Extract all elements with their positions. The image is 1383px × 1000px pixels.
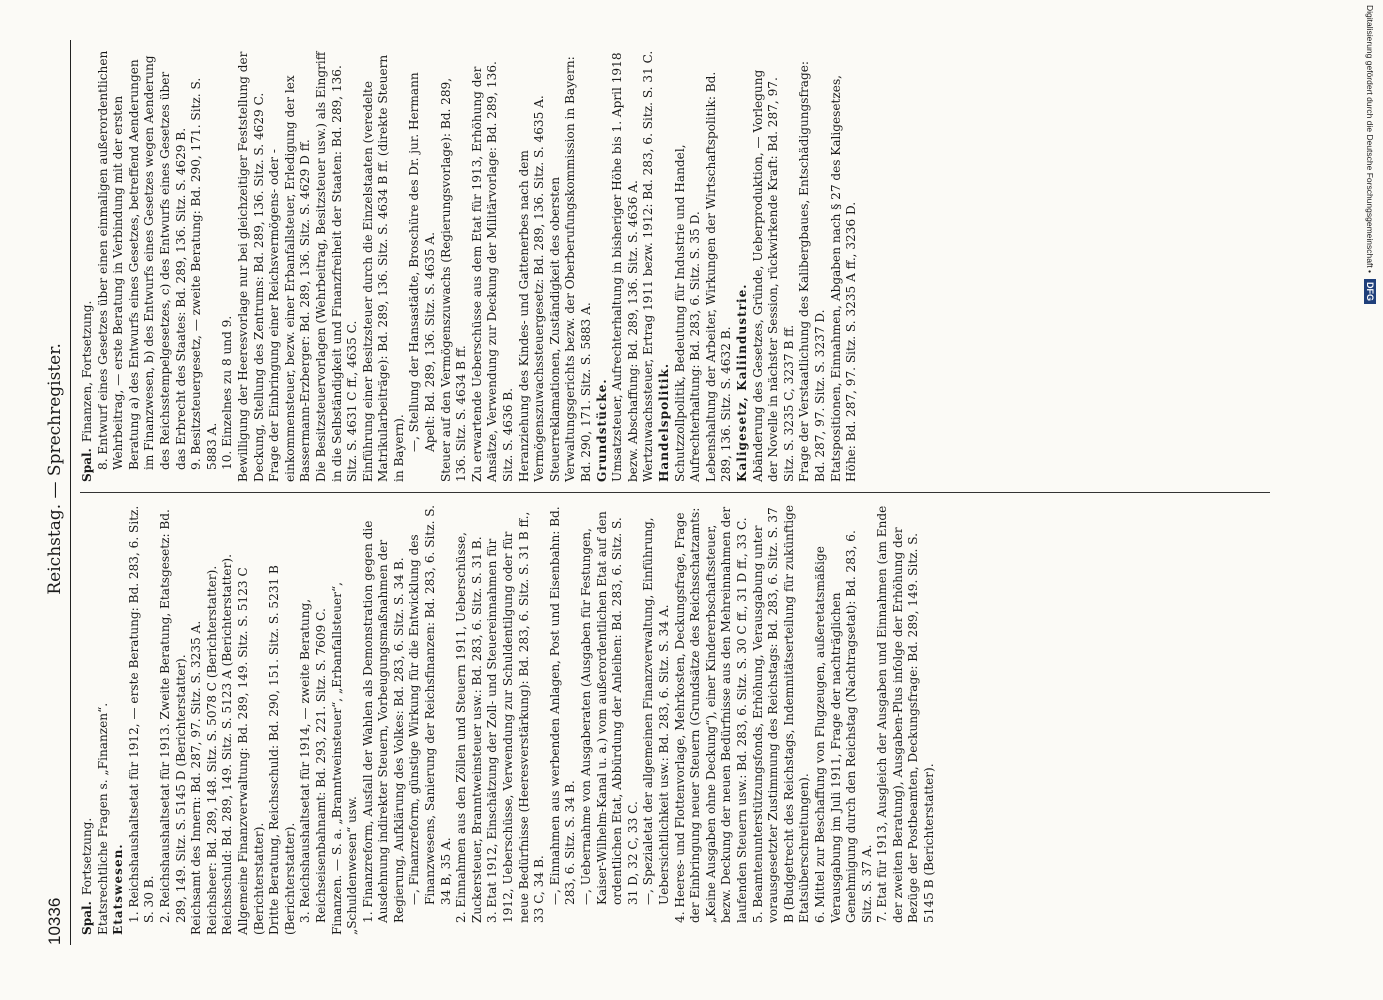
entry-line — [579, 503, 641, 935]
entry-text: Etatspositionen, Einnahmen, Abgaben nach § 27 des Kaligesetzes, Höhe: Bd. 287, 97. Sitz. S. 3235 A ff., 3236 D. — [828, 75, 859, 482]
entry-text: Schutzzollpolitik, Bedeutung für Industrie und Handel, Aufrechterhaltung: Bd. 283, 6. Sitz. S. 35 D. — [672, 144, 703, 482]
entry-line — [158, 503, 189, 935]
entry-line — [517, 50, 548, 482]
entry-line — [96, 503, 112, 935]
entry-line — [875, 503, 937, 935]
dfg-credit — [1361, 5, 1379, 995]
entry-line — [236, 50, 267, 482]
entry-text: Reichsamt des Innern: Bd. 287, 97. Sitz. S. 3235 A. — [189, 620, 204, 935]
entry-text: 4. Heeres- und Flottenvorlage, Mehrkosten, Deckungsfrage, Frage der Einbringung neuer Steuern (Grundsätze des Reichsschatzamts: „Keine Ausgaben ohne Deckung“), einer Kindererbschaftssteuer, bezw. Deckung der neuen Bedürfnisse aus den Mehreinnahmen der laufenden Steuern usw.: Bd. 283, 6. Sitz. S. 30 C ff., 31 D ff., 33 C. — [672, 506, 749, 923]
entry-text: —, Finanzreform, günstige Wirkung für die Entwicklung des Finanzwesens, Sanierung der Reichsfinanzen: Bd. 283, 6. Sitz. S. 34 B, 35 A. — [407, 505, 453, 905]
left-column — [80, 492, 1270, 945]
entry-line — [407, 50, 438, 482]
entry-line — [610, 50, 641, 482]
entry-text: 2. Reichshaushaltsetat für 1913. Zweite Beratung, Etatsgesetz: Bd. 289, 149. Sitz. S. 5145 D (Berichterstatter). — [157, 509, 188, 923]
entry-text: Heranziehung des Kindes- und Gattenerbes nach dem Vermögenszuwachssteuergesetz: Bd. 289, 136. Sitz. S. 4635 A. — [516, 95, 547, 482]
page-number: 10336 — [45, 897, 64, 945]
entry-text: 2. Einnahmen aus den Zöllen und Steuern 1911, Ueberschüsse, Zuckersteuer, Branntweinsteuer usw.: Bd. 283, 6. Sitz. S. 31 B. — [454, 532, 484, 923]
entry-line — [111, 503, 127, 935]
entry-text: —, Einnahmen aus werbenden Anlagen, Post und Eisenbahn: Bd. 283, 6. Sitz. S. 34 B. — [547, 506, 578, 905]
entry-line — [439, 50, 470, 482]
entry-text: Bewilligung der Heeresvorlage nur bei gleichzeitiger Feststellung der Deckung, Stellung des Zentrums: Bd. 289, 136. Sitz. S. 4629 C. — [235, 51, 266, 482]
entry-line — [407, 503, 454, 935]
entry-line — [657, 50, 673, 482]
entry-text: Etatsrechtliche Fragen s. „Finanzen“. — [95, 702, 110, 935]
entry-line — [548, 503, 579, 935]
entry-line — [829, 50, 860, 482]
entry-line — [220, 503, 236, 935]
entry-line — [673, 50, 704, 482]
entry-line — [595, 50, 611, 482]
entry-line — [751, 503, 813, 935]
entry-line — [330, 503, 361, 935]
entry-line — [641, 503, 672, 935]
dfg-credit-text: Digitalisierung gefördert durch die Deutsche Forschungsgemeinschaft • — [1365, 5, 1375, 274]
entry-text: Finanzen, Fortsetzung. — [80, 300, 94, 443]
right-column — [80, 40, 1270, 492]
entry-text: Reichsheer: Bd. 289, 148. Sitz. S. 5078 C (Berichterstatter). — [204, 565, 219, 935]
entry-text: —, Uebernahme von Ausgaberaten (Ausgaben für Festungen, Kaiser-Wilhelm-Kanal u. a.) vom außerordentlichen Etat auf den ordentlichen Etat, Abbürdung der Anleihen: Bd. 283, 6. Sitz. S. 31 D, 32 C, 33 C. — [579, 511, 640, 905]
entry-text: Frage der Verstaatlichung des Kalibergbaues, Entschädigungsfrage: Bd. 287, 97. Sitz. S. 3237 D. — [797, 61, 827, 482]
page-header — [40, 40, 71, 945]
entry-line — [470, 50, 517, 482]
entry-line — [485, 503, 547, 935]
entry-text: 3. Reichshaushaltsetat für 1914, — zweite Beratung, Reichseisenbahnamt: Bd. 293, 221. Sitz. S. 7609 C. — [298, 598, 328, 923]
entry-line — [813, 503, 875, 935]
entry-text: 9. Besitzsteuergesetz, — zweite Beratung: Bd. 290, 171. Sitz. S. 5883 A. — [189, 77, 219, 470]
entry-line — [673, 503, 751, 935]
column-label: Spal. — [80, 901, 94, 935]
entry-line — [454, 503, 485, 935]
entry-text: 7. Etat für 1913, Ausgleich der Ausgaben und Einnahmen (am Ende der zweiten Beratung), Ausgaben-Plus infolge der Erhöhung der Bezüge der Postbeamten, Deckungsfrage: Bd. 289, 149. Sitz. S. 5145 B (Berichterstatter). — [875, 505, 937, 923]
entry-line — [220, 50, 236, 482]
two-column-body — [80, 40, 1270, 945]
entry-text: 1. Finanzreform, Ausfall der Wahlen als Demonstration gegen die Ausdehnung indirekter Steuern, Vorbeugungsmaßnahmen der Regierung, Aufklärung des Volkes: Bd. 283, 6. Sitz. S. 34 B. — [360, 520, 406, 923]
entry-text: 10. Einzelnes zu 8 und 9. — [220, 315, 235, 470]
entry-text: Handelspolitik. — [656, 362, 671, 482]
entry-text: —, Spezialetat der allgemeinen Finanzverwaltung, Einführung, Uebersichtlichkeit usw.: Bd. 283, 6. Sitz. S. 34 A. — [641, 517, 671, 905]
entry-text: Die Besitzsteuervorlagen (Wehrbeitrag, Besitzsteuer usw.) als Eingriff in die Selbständigkeit und Finanzfreiheit der Staaten: Bd. 289, 136. Sitz. S. 4631 C ff., 4635 C. — [313, 51, 360, 482]
entry-text: 3. Etat 1912, Einschätzung der Zoll- und Steuereinnahmen für 1912, Ueberschüsse, Verwendung zur Schuldentilgung oder für neue Bedürfnisse (Heeresverstärkung): Bd. 283, 6. Sitz. S. 31 B ff., 33 C, 34 B. — [485, 511, 547, 923]
entry-text: —, Stellung der Hansastädte, Broschüre des Dr. jur. Hermann Apelt: Bd. 289, 136. Sitz. S. 4635 A. — [407, 72, 438, 452]
entry-line — [361, 503, 408, 935]
entry-line — [189, 50, 220, 482]
entry-text: Lebenshaltung der Arbeiter, Wirkungen der Wirtschaftspolitik: Bd. 289, 136. Sitz. S. 4632 B. — [703, 71, 734, 482]
entry-text: 6. Mittel zur Beschaffung von Flugzeugen, außeretatsmäßige Verausgabung im Juli 1911, Frage der nachträglichen Genehmigung durch den Reichstag (Nachtragsetat): Bd. 283, 6. Sitz. S. 37 A. — [812, 530, 874, 923]
entry-text: Umsatzsteuer, Aufrechterhaltung in bisheriger Höhe bis 1. April 1918 bezw. Abschaffung: Bd. 289, 136. Sitz. S. 4636 A. — [610, 52, 640, 482]
entry-text: Allgemeine Finanzverwaltung: Bd. 289, 149. Sitz. S. 5123 C (Berichterstatter). — [235, 567, 266, 935]
entry-text: Etatswesen. — [111, 843, 126, 935]
entry-text: Frage der Einbringung einer Reichsvermögens- oder -einkommensteuer, bezw. einer Erbanfallsteuer, Erledigung der lex Bassermann-Erzberger: Bd. 289, 136. Sitz. S. 4629 D ff. — [267, 75, 313, 482]
entry-text: Grundstücke. — [594, 378, 609, 482]
entry-text: Einführung einer Besitzsteuer durch die Einzelstaaten (veredelte Matrikularbeiträge): Bd. 289, 136. Sitz. S. 4634 B ff. (direkte Steuern in Bayern). — [360, 54, 406, 482]
entry-text: Wertzuwachssteuer, Ertrag 1911 bezw. 1912: Bd. 283, 6. Sitz. S. 31 C. — [641, 50, 656, 482]
entry-line — [189, 503, 205, 935]
entry-line — [96, 50, 190, 482]
entry-text: Abänderung des Gesetzes, Gründe, Ueberproduktion, — Vorlegung der Novelle in nächster Session, rückwirkende Kraft: Bd. 287, 97. Sitz. S. 3235 C, 3237 B ff. — [750, 69, 796, 482]
entry-text: Zu erwartende Ueberschüsse aus dem Etat für 1913, Erhöhung der Ansätze, Verwendung zur Deckung der Militärvorlage: Bd. 289, 136. Sitz. S. 4636 B. — [469, 61, 516, 482]
column-label: Spal. — [80, 448, 94, 482]
entry-line — [361, 50, 408, 482]
entry-text: 1. Reichshaushaltsetat für 1912, — erste Beratung: Bd. 283, 6. Sitz. S. 30 B. — [126, 505, 157, 923]
entry-line — [641, 50, 657, 482]
entry-line — [80, 503, 96, 935]
entry-text: Kaligesetz, Kaliindustrie. — [734, 283, 749, 482]
entry-line — [298, 503, 329, 935]
entry-line — [80, 50, 96, 482]
entry-text: Steuerreklamationen, Zuständigkeit des obersten Verwaltungsgerichts bezw. der Oberberufungskommission in Bayern: Bd. 290, 171. Sitz. S. 5883 A. — [547, 56, 593, 482]
entry-line — [267, 50, 314, 482]
entry-text: Steuer auf den Vermögenszuwachs (Regierungsvorlage): Bd. 289, 136. Sitz. S. 4634 B ff. — [438, 77, 469, 482]
entry-line — [751, 50, 798, 482]
entry-text: 8. Entwurf eines Gesetzes über einen einmaligen außerordentlichen Wehrbeitrag, — erste Beratung in Verbindung mit der ersten Beratung a) des Entwurfs eines Gesetzes, betreffend Aenderungen im Finanzwesen, b) des Entwurfs eines Gesetzes wegen Aenderung des Reichsstempelgesetzes, c) des Entwurfs eines Gesetzes über das Erbrecht des Staates: Bd. 289, 136. Sitz. S. 4629 B. — [95, 50, 188, 470]
entry-text: Dritte Beratung, Reichsschuld: Bd. 290, 151. Sitz. S. 5231 B (Berichterstatter). — [267, 565, 297, 935]
entry-line — [704, 50, 735, 482]
entry-line — [735, 50, 751, 482]
entry-line — [236, 503, 267, 935]
entry-line — [314, 50, 361, 482]
dfg-logo: DFG — [1364, 279, 1376, 304]
entry-text: Reichsschuld: Bd. 289, 149. Sitz. S. 5123 A (Berichterstatter). — [220, 554, 235, 935]
entry-text: Fortsetzung. — [80, 817, 94, 896]
entry-line — [267, 503, 298, 935]
entry-line — [127, 503, 158, 935]
entry-line — [205, 503, 221, 935]
running-title: Reichstag. — Sprechregister. — [45, 343, 65, 595]
entry-line — [797, 50, 828, 482]
entry-text: 5. Beamtenunterstützungsfonds, Erhöhung, Verausgabung unter vorausgesetzter Zustimmung des Reichstags: Bd. 283, 6. Sitz. S. 37 B (Budgetrecht des Reichstags, Indemnitätserteilung für zukünftige Etatsüberschreitungen). — [750, 504, 812, 923]
entry-text: Finanzen. — S. a. „Branntweinsteuer“, „Erbanfallsteuer“, „Schuldenwesen“ usw. — [329, 581, 360, 935]
entry-line — [548, 50, 595, 482]
